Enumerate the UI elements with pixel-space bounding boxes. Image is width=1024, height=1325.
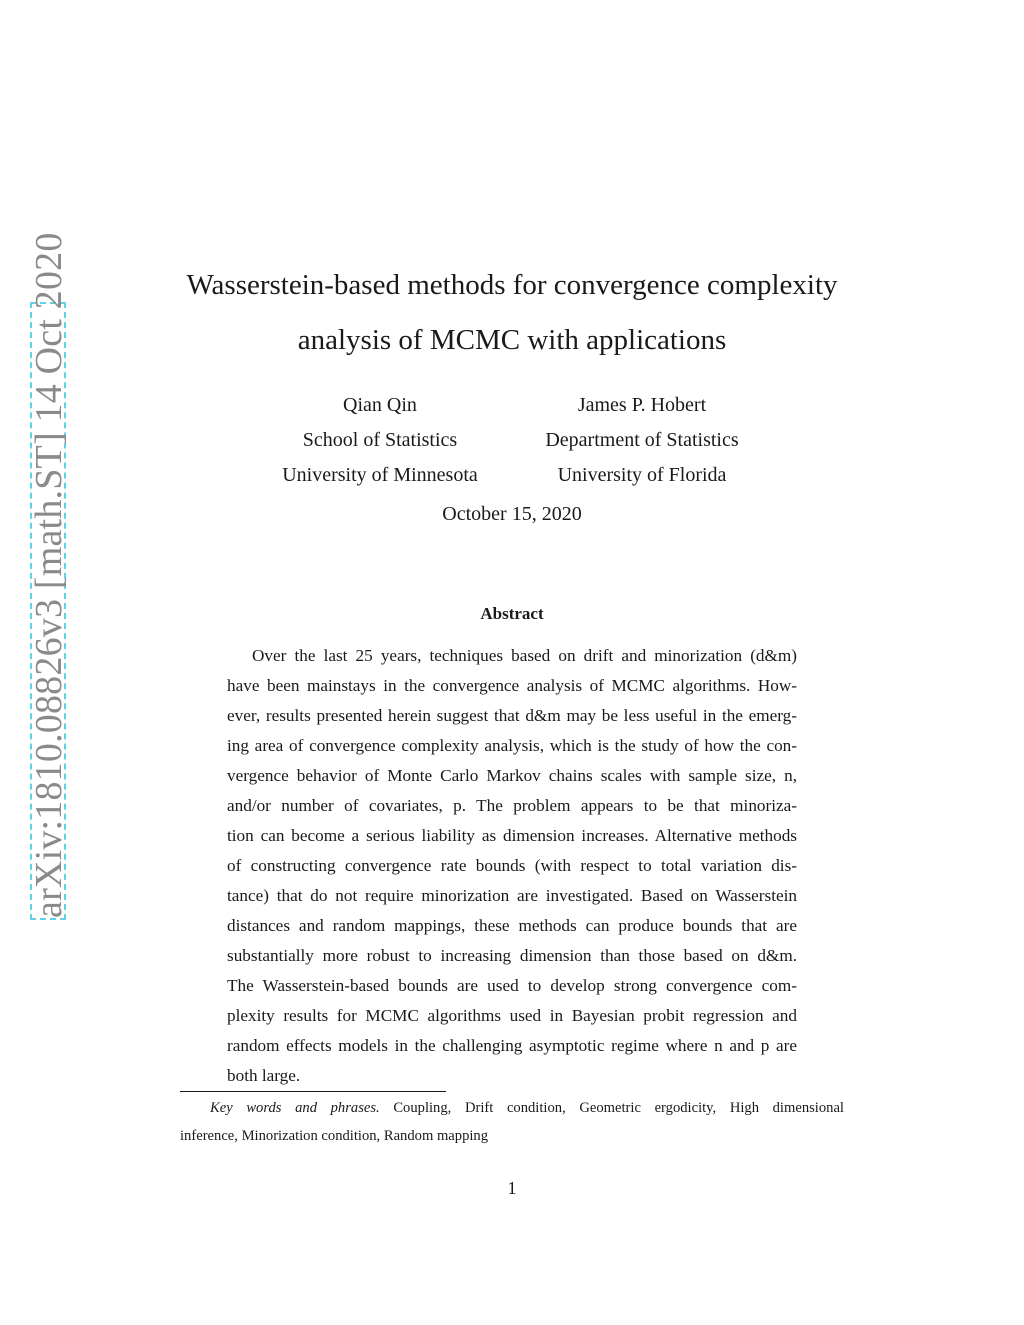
abstract-line: have been mainstays in the convergence analysis of MCMC algorithms. How- — [227, 676, 797, 695]
footnote-divider — [180, 1091, 446, 1092]
abstract-line: and/or number of covariates, p. The problem appears to be that minoriza- — [227, 796, 797, 815]
abstract-line: of constructing convergence rate bounds (with respect to total variation dis- — [227, 856, 797, 875]
keywords-text: Coupling, Drift condition, Geometric ergodicity, High dimensional — [393, 1100, 844, 1116]
author-department: Department of Statistics — [545, 429, 739, 451]
title-line: analysis of MCMC with applications — [297, 324, 727, 356]
abstract-line: vergence behavior of Monte Carlo Markov chains scales with sample size, n, — [227, 766, 797, 785]
abstract-line: tion can become a serious liability as dimension increases. Alternative methods — [227, 826, 797, 845]
abstract-line: substantially more robust to increasing dimension than those based on d&m. — [227, 946, 797, 965]
publication-date: October 15, 2020 — [442, 503, 582, 525]
abstract-line: Over the last 25 years, techniques based on drift and minorization (d&m) — [252, 646, 797, 665]
abstract-heading: Abstract — [480, 604, 544, 623]
author-block — [260, 388, 500, 493]
abstract-line: The Wasserstein-based bounds are used to develop strong convergence com- — [227, 976, 797, 995]
author-institution: University of Minnesota — [282, 464, 478, 486]
abstract-line: plexity results for MCMC algorithms used in Bayesian probit regression and — [227, 1006, 797, 1025]
page-number: 1 — [507, 1178, 517, 1198]
abstract-line: tance) that do not require minorization are investigated. Based on Wasserstein — [227, 886, 797, 905]
author-block — [520, 388, 764, 493]
author-institution: University of Florida — [557, 464, 727, 486]
author-name: Qian Qin — [343, 394, 417, 416]
abstract-line: ever, results presented herein suggest that d&m may be less useful in the emerg- — [227, 706, 797, 725]
arxiv-stamp-container — [27, 232, 70, 924]
keywords-line: inference, Minorization condition, Random mapping — [180, 1128, 489, 1144]
title-line: Wasserstein-based methods for convergence complexity — [186, 269, 838, 301]
abstract-line: distances and random mappings, these methods can produce bounds that are — [227, 916, 797, 935]
keywords-line — [180, 1094, 844, 1122]
abstract-line: random effects models in the challenging asymptotic regime where n and p are — [227, 1036, 797, 1055]
abstract-line: ing area of convergence complexity analysis, which is the study of how the con- — [227, 736, 797, 755]
arxiv-stamp: arXiv:1810.08826v3 [math.ST] 14 Oct 2020 — [28, 232, 70, 918]
keywords-footnote — [180, 1094, 844, 1150]
abstract-body — [227, 641, 797, 1091]
paper-title — [150, 258, 874, 368]
keywords-label: Key words and phrases. — [210, 1100, 380, 1116]
author-name: James P. Hobert — [577, 394, 707, 416]
abstract-line: both large. — [227, 1066, 301, 1085]
author-department: School of Statistics — [302, 429, 458, 451]
